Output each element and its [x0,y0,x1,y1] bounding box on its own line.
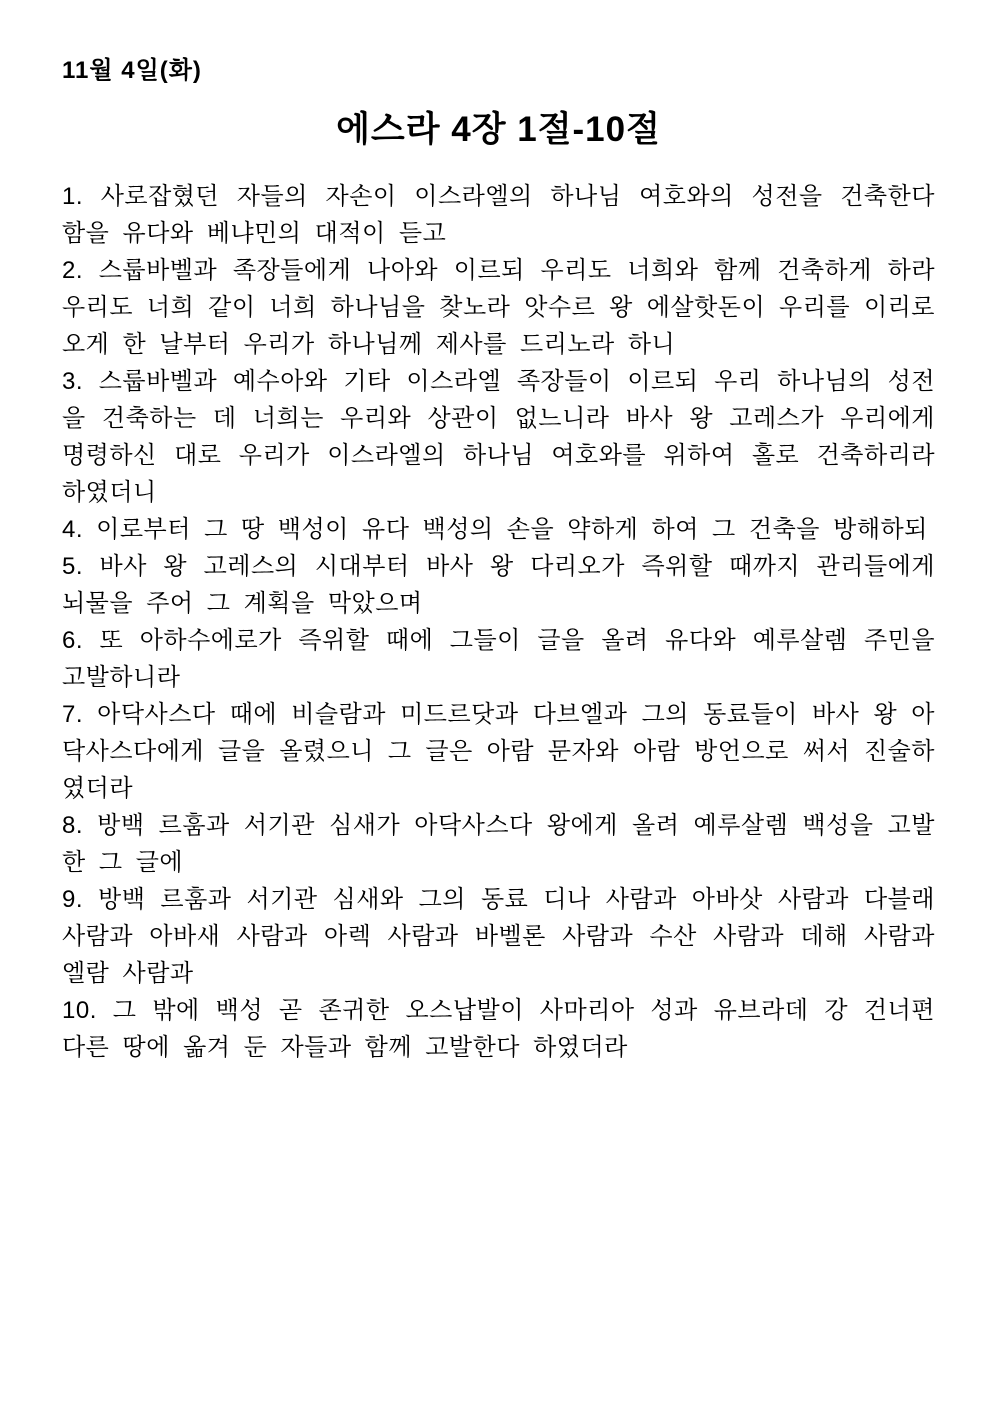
verse-5: 5. 바사 왕 고레스의 시대부터 바사 왕 다리오가 즉위할 때까지 관리들에게 뇌물을 주어 그 계획을 막았으며 [62,553,935,617]
verse-2: 2. 스룹바벨과 족장들에게 나아와 이르되 우리도 너희와 함께 건축하게 하라 우리도 너희 같이 너희 하나님을 찾노라 앗수르 왕 에살핫돈이 우리를 이리로 오게 한 날부터 우리가 하나님께 제사를 드리노라 하니 [62,257,935,358]
date-heading: 11월 4일(화) [62,57,202,84]
verse-7: 7. 아닥사스다 때에 비슬람과 미드르닷과 다브엘과 그의 동료들이 바사 왕 아닥사스다에게 글을 올렸으니 그 글은 아람 문자와 아람 방언으로 써서 진술하였더라 [62,701,935,802]
verse-4: 4. 이로부터 그 땅 백성이 유다 백성의 손을 약하게 하여 그 건축을 방해하되 [62,516,928,543]
verse-6: 6. 또 아하수에로가 즉위할 때에 그들이 글을 올려 유다와 예루살렘 주민을 고발하니라 [62,627,935,691]
verse-10: 10. 그 밖에 백성 곧 존귀한 오스납발이 사마리아 성과 유브라데 강 건너편 다른 땅에 옮겨 둔 자들과 함께 고발한다 하였더라 [62,997,935,1061]
page-title: 에스라 4장 1절-10절 [336,110,661,149]
verse-3: 3. 스룹바벨과 예수아와 기타 이스라엘 족장들이 이르되 우리 하나님의 성전을 건축하는 데 너희는 우리와 상관이 없느니라 바사 왕 고레스가 우리에게 명령하신 대로 우리가 이스라엘의 하나님 여호와를 위하여 홀로 건축하리라 하였더니 [62,368,935,506]
scripture-body [62,178,935,1066]
verse-9: 9. 방백 르훔과 서기관 심새와 그의 동료 디나 사람과 아바삿 사람과 다블래 사람과 아바새 사람과 아렉 사람과 바벨론 사람과 수산 사람과 데해 사람과 엘람 사람과 [62,886,935,987]
verse-8: 8. 방백 르훔과 서기관 심새가 아닥사스다 왕에게 올려 예루살렘 백성을 고발한 그 글에 [62,812,935,876]
verse-1: 1. 사로잡혔던 자들의 자손이 이스라엘의 하나님 여호와의 성전을 건축한다 함을 유다와 베냐민의 대적이 듣고 [62,183,935,247]
